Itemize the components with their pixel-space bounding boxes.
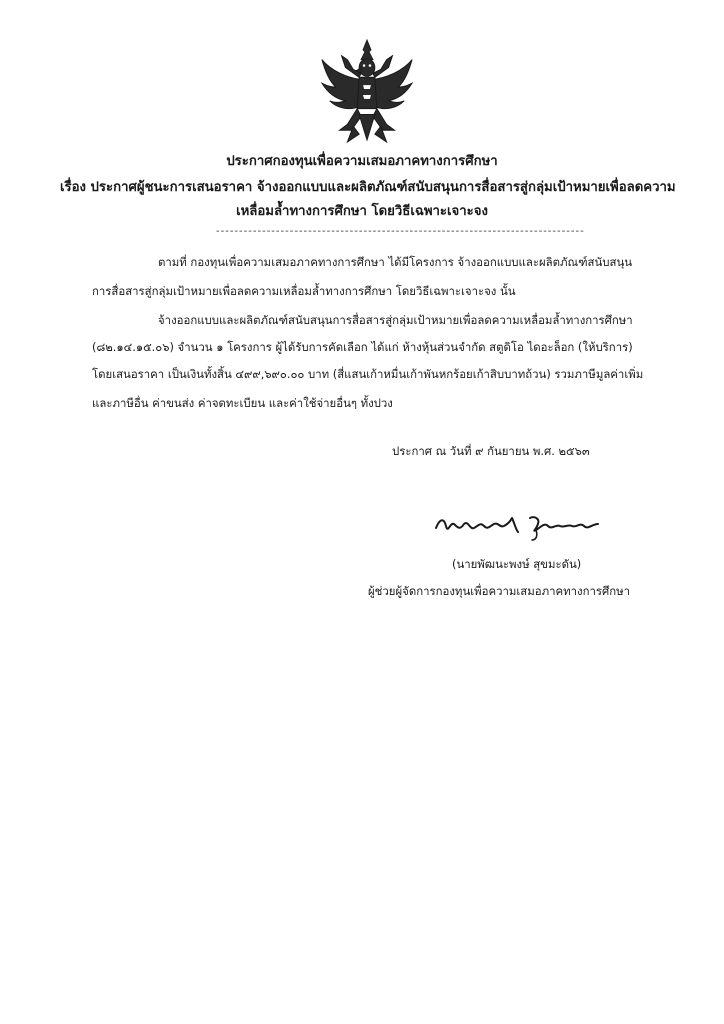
- signer-name: (นายพัฒนะพงษ์ สุขมะดัน): [452, 557, 582, 571]
- handwritten-signature: [432, 508, 612, 542]
- announcement-subject-line-1: เรื่อง ประกาศผู้ชนะการเสนอราคา จ้างออกแบบและผลิตภัณฑ์สนับสนุนการสื่อสารสู่กลุ่มเป้าหมายเพื่อลดความ: [60, 180, 676, 195]
- body-paragraph-2-line-4: และภาษีอื่น ค่าขนส่ง ค่าจดทะเบียน และค่าใช้จ่ายอื่นๆ ทั้งปวง: [92, 396, 393, 410]
- body-paragraph-2-line-1: จ้างออกแบบและผลิตภัณฑ์สนับสนุนการสื่อสารสู่กลุ่มเป้าหมายเพื่อลดความเหลื่อมล้ำทางการศึกษา: [158, 313, 633, 327]
- body-paragraph-1-line-2: การสื่อสารสู่กลุ่มเป้าหมายเพื่อลดความเหลื่อมล้ำทางการศึกษา โดยวิธีเฉพาะเจาะจง นั้น: [92, 284, 516, 298]
- garuda-emblem-icon: [318, 38, 416, 146]
- announcement-title: ประกาศกองทุนเพื่อความเสมอภาคทางการศึกษา: [226, 154, 498, 169]
- announcement-subject-line-2: เหลื่อมล้ำทางการศึกษา โดยวิธีเฉพาะเจาะจง: [236, 204, 488, 219]
- body-paragraph-2-line-3: โดยเสนอราคา เป็นเงินทั้งสิ้น ๔๙๙,๖๙๐.๐๐ บาท (สี่แสนเก้าหมื่นเก้าพันหกร้อยเก้าสิบบาทถ้วน) รวมภาษีมูลค่าเพิ่ม: [92, 367, 644, 381]
- announcement-date: ประกาศ ณ วันที่ ๙ กันยายน พ.ศ. ๒๕๖๓: [392, 444, 590, 458]
- signer-title: ผู้ช่วยผู้จัดการกองทุนเพื่อความเสมอภาคทางการศึกษา: [368, 584, 631, 598]
- body-paragraph-2-line-2: (๘๒.๑๔.๑๕.๐๖) จำนวน ๑ โครงการ ผู้ได้รับการคัดเลือก ได้แก่ ห้างหุ้นส่วนจำกัด สตูดิโอ ไดอะล็อก (ให้บริการ): [92, 340, 633, 354]
- body-paragraph-1-line-1: ตามที่ กองทุนเพื่อความเสมอภาคทางการศึกษา ได้มีโครงการ จ้างออกแบบและผลิตภัณฑ์สนับสนุน: [158, 255, 633, 269]
- header-divider: --------------------------------------------------------------------------------: [216, 226, 585, 237]
